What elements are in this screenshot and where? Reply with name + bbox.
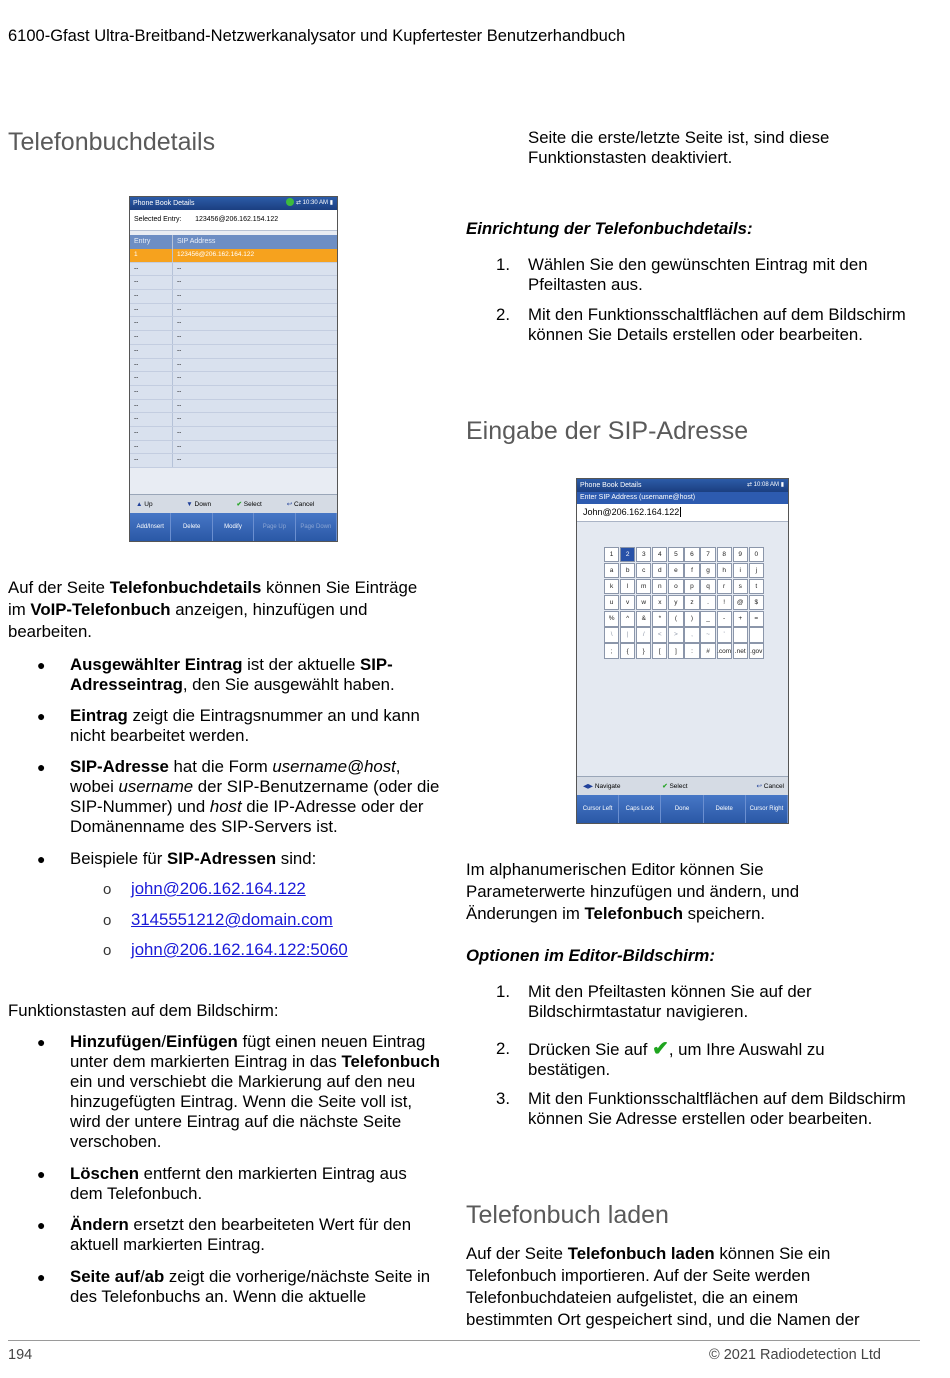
bullet-modify: ● Ändern ersetzt den bearbeiteten Wert für den aktuell markierten Eintrag. <box>37 1215 412 1254</box>
keyboard-key[interactable]: 1 <box>604 547 619 562</box>
keyboard-key[interactable]: c <box>636 563 651 578</box>
selected-entry-row: Selected Entry: 123456@206.162.154.122 <box>130 210 337 231</box>
keyboard-key[interactable]: w <box>636 595 651 610</box>
keyboard-key[interactable]: $ <box>749 595 764 610</box>
status-led-icon <box>286 198 294 206</box>
keyboard-key[interactable]: } <box>636 643 651 658</box>
bullet-selected-entry: ● Ausgewählter Eintrag ist der aktuelle SIP-Adresseintrag, den Sie ausgewählt haben. <box>37 655 395 694</box>
arrow-keys-icon: ◀▶ <box>583 783 593 790</box>
keyboard-key[interactable]: ] <box>668 643 683 658</box>
keyboard-key[interactable] <box>733 627 748 642</box>
keyboard-key[interactable]: & <box>636 611 651 626</box>
keyboard-key[interactable]: 9 <box>733 547 748 562</box>
keyboard-key[interactable]: ' <box>717 627 732 642</box>
keyboard-key[interactable]: .net <box>733 643 748 658</box>
keyboard-key[interactable]: * <box>652 611 667 626</box>
table-row[interactable]: -- -- <box>130 304 337 318</box>
keyboard-key[interactable]: m <box>636 579 651 594</box>
keyboard-key[interactable]: ( <box>668 611 683 626</box>
keyboard-key[interactable]: d <box>652 563 667 578</box>
checkmark-icon: ✔ <box>662 783 668 790</box>
keyboard-key[interactable]: z <box>684 595 699 610</box>
keyboard-key[interactable]: l <box>620 579 635 594</box>
bullet-delete: ● Löschen entfernt den markierten Eintrag aus dem Telefonbuch. <box>37 1164 407 1203</box>
keyboard-key[interactable]: 8 <box>717 547 732 562</box>
sip-address-input[interactable]: John@206.162.164.122 <box>577 504 788 522</box>
keyboard-key[interactable]: 3 <box>636 547 651 562</box>
keyboard-key[interactable]: s <box>733 579 748 594</box>
keyboard-key[interactable]: q <box>700 579 715 594</box>
keyboard-key[interactable]: % <box>604 611 619 626</box>
editor-paragraph: Im alphanumerischen Editor können Sie Parameterwerte hinzufügen und ändern, und Änderungen im Telefonbuch speichern. <box>466 860 800 923</box>
keyboard-key[interactable]: i <box>733 563 748 578</box>
bullet-entry: ● Eintrag zeigt die Eintragsnummer an und kann nicht bearbeitet werden. <box>37 706 420 745</box>
keyboard-key[interactable]: 2 <box>620 547 635 562</box>
keyboard-key[interactable]: g <box>700 563 715 578</box>
add-insert-button[interactable]: Add/Insert <box>130 513 171 541</box>
page-number: 194 <box>8 1347 33 1363</box>
function-keys-intro: Funktionstasten auf dem Bildschirm: <box>8 1001 279 1020</box>
nav-bar: ▲ Up ▼ Down ✔ Select ↩ Cancel <box>130 494 337 513</box>
checkmark-icon: ✔ <box>652 1038 669 1060</box>
keyboard-key[interactable]: > <box>668 627 683 642</box>
table-row[interactable]: -- -- <box>130 413 337 427</box>
continued-paragraph: Seite die erste/letzte Seite ist, sind diese Funktionstasten deaktiviert. <box>528 128 830 167</box>
keyboard-key[interactable]: r <box>717 579 732 594</box>
arrow-up-icon: ▲ <box>136 500 143 508</box>
keyboard-key[interactable]: , <box>684 627 699 642</box>
keyboard-key[interactable]: b <box>620 563 635 578</box>
delete-button[interactable]: Delete <box>704 795 746 823</box>
copyright: © 2021 Radiodetection Ltd <box>709 1347 881 1363</box>
table-row[interactable]: -- -- <box>130 359 337 373</box>
keyboard-key[interactable]: ^ <box>620 611 635 626</box>
option-step-2: 2. Drücken Sie auf ✔, um Ihre Auswahl zu bestätigen. <box>496 1038 825 1079</box>
keyboard-key[interactable]: f <box>684 563 699 578</box>
table-row[interactable]: -- -- <box>130 290 337 304</box>
table-row[interactable]: -- -- <box>130 276 337 290</box>
screen-title-bar: Phone Book Details ⇄ 10:08 AM ▮ <box>577 479 788 492</box>
setup-step-2: 2. Mit den Funktionsschaltflächen auf dem Bildschirm können Sie Details erstellen oder bearbeiten. <box>496 305 906 344</box>
cursor-right-button[interactable]: Cursor Right <box>746 795 788 823</box>
keyboard-key[interactable]: | <box>620 627 635 642</box>
keyboard-key[interactable]: 5 <box>668 547 683 562</box>
delete-button[interactable]: Delete <box>171 513 212 541</box>
table-row[interactable]: -- -- <box>130 400 337 414</box>
nav-bar: ◀▶ Navigate ✔ Select ↩ Cancel <box>577 776 788 795</box>
example-link-2[interactable]: o 3145551212@domain.com <box>103 910 333 929</box>
function-keys <box>130 513 337 541</box>
keyboard-key[interactable]: + <box>733 611 748 626</box>
page-down-button[interactable]: Page Down <box>296 513 337 541</box>
status-time: ⇄ 10:30 AM ▮ <box>286 197 333 210</box>
keyboard-key[interactable]: ~ <box>700 627 715 642</box>
option-step-3: 3. Mit den Funktionsschaltflächen auf dem Bildschirm können Sie Adresse erstellen oder bearbeiten. <box>496 1089 906 1128</box>
keyboard-key[interactable]: { <box>620 643 635 658</box>
keyboard-key[interactable]: 4 <box>652 547 667 562</box>
table-header: Entry SIP Address <box>130 235 337 249</box>
table-row[interactable]: -- -- <box>130 263 337 277</box>
table-row[interactable]: -- -- <box>130 386 337 400</box>
footer-divider <box>8 1340 920 1341</box>
keyboard-key[interactable]: 0 <box>749 547 764 562</box>
keyboard-key[interactable]: v <box>620 595 635 610</box>
cursor-left-button[interactable]: Cursor Left <box>577 795 619 823</box>
arrow-down-icon: ▼ <box>186 500 193 508</box>
section-heading-load-phonebook: Telefonbuch laden <box>466 1201 669 1229</box>
keyboard-key[interactable]: n <box>652 579 667 594</box>
keyboard-key[interactable]: .gov <box>749 643 764 658</box>
keyboard-key[interactable]: ) <box>684 611 699 626</box>
onscreen-keyboard <box>604 547 764 659</box>
keyboard-key[interactable]: _ <box>700 611 715 626</box>
back-arrow-icon: ↩ <box>286 501 293 508</box>
done-button[interactable]: Done <box>661 795 703 823</box>
keyboard-key[interactable]: y <box>668 595 683 610</box>
keyboard-key[interactable]: a <box>604 563 619 578</box>
keyboard-key[interactable]: ; <box>604 643 619 658</box>
keyboard-key[interactable]: k <box>604 579 619 594</box>
keyboard-key[interactable]: ! <box>717 595 732 610</box>
caps-lock-button[interactable]: Caps Lock <box>619 795 661 823</box>
section-heading-sip-entry: Eingabe der SIP-Adresse <box>466 417 749 445</box>
keyboard-key[interactable]: .com <box>717 643 732 658</box>
keyboard-key[interactable]: t <box>749 579 764 594</box>
table-row[interactable]: -- -- <box>130 454 337 468</box>
option-step-1: 1. Mit den Pfeiltasten können Sie auf der Bildschirmtastatur navigieren. <box>496 982 812 1021</box>
keyboard-key[interactable]: x <box>652 595 667 610</box>
section-heading-phonebook-details: Telefonbuchdetails <box>8 128 216 156</box>
bullet-add-insert: ● Hinzufügen/Einfügen fügt einen neuen Eintrag unter dem markierten Eintrag in das Telefonbuch ein und verschiebt die Markierung auf den neu hinzugefügten Eintrag. Wenn die Seite voll ist, wird der untere Eintrag auf die nächste Seite verschoben. <box>37 1032 440 1151</box>
editor-prompt: Enter SIP Address (username@host) <box>577 492 788 504</box>
example-link-1[interactable]: o john@206.162.164.122 <box>103 879 306 898</box>
keyboard-key[interactable] <box>749 627 764 642</box>
table-row[interactable]: -- -- <box>130 331 337 345</box>
keyboard-key[interactable]: e <box>668 563 683 578</box>
keyboard-key[interactable]: u <box>604 595 619 610</box>
setup-step-1: 1. Wählen Sie den gewünschten Eintrag mit den Pfeiltasten aus. <box>496 255 868 294</box>
table-row[interactable]: -- -- <box>130 317 337 331</box>
intro-paragraph: Auf der Seite Telefonbuchdetails können Sie Einträge im VoIP-Telefonbuch anzeigen, hinzufügen und bearbeiten. <box>8 578 418 641</box>
keyboard-key[interactable]: j <box>749 563 764 578</box>
screen-title-bar <box>130 197 337 210</box>
table-row[interactable]: -- -- <box>130 345 337 359</box>
phonebook-details-screenshot <box>129 196 338 542</box>
function-keys <box>577 795 788 823</box>
table-row[interactable]: -- -- <box>130 372 337 386</box>
running-header: 6100-Gfast Ultra-Breitband-Netzwerkanalysator und Kupfertester Benutzerhandbuch <box>8 27 626 45</box>
bullet-examples: ● Beispiele für SIP-Adressen sind: <box>37 849 317 868</box>
keyboard-key[interactable]: @ <box>733 595 748 610</box>
keyboard-key[interactable]: 6 <box>684 547 699 562</box>
bullet-page-up-down: ● Seite auf/ab zeigt die vorherige/nächste Seite in des Telefonbuchs an. Wenn die aktuelle <box>37 1267 431 1306</box>
example-link-3[interactable]: o john@206.162.164.122:5060 <box>103 940 348 959</box>
keyboard-key[interactable]: < <box>652 627 667 642</box>
load-paragraph: Auf der Seite Telefonbuch laden können Sie ein Telefonbuch importieren. Auf der Seite werden Telefonbuchdateien aufgelistet, die an einem bestimmten Ort gespeichert sind, und die Namen der <box>466 1244 860 1329</box>
sip-address-editor-screenshot <box>576 478 789 824</box>
keyboard-key[interactable]: o <box>668 579 683 594</box>
keyboard-key[interactable]: . <box>700 595 715 610</box>
keyboard-key[interactable]: = <box>749 611 764 626</box>
keyboard-key[interactable]: 7 <box>700 547 715 562</box>
keyboard-key[interactable]: [ <box>652 643 667 658</box>
modify-button[interactable]: Modify <box>213 513 254 541</box>
back-arrow-icon: ↩ <box>756 783 762 790</box>
keyboard-key[interactable]: : <box>684 643 699 658</box>
keyboard-key[interactable]: p <box>684 579 699 594</box>
keyboard-key[interactable]: - <box>717 611 732 626</box>
table-row[interactable]: -- -- <box>130 441 337 455</box>
setup-title: Einrichtung der Telefonbuchdetails: <box>466 219 753 238</box>
page-up-button[interactable]: Page Up <box>254 513 295 541</box>
checkmark-icon: ✔ <box>236 501 242 508</box>
keyboard-key[interactable]: # <box>700 643 715 658</box>
keyboard-key[interactable]: \ <box>604 627 619 642</box>
keyboard-key[interactable]: h <box>717 563 732 578</box>
bullet-sip-address: ● SIP-Adresse hat die Form username@host, wobei username der SIP-Benutzername (oder die SIP-Nummer) und host die IP-Adresse oder der Domänenname des SIP-Servers ist. <box>37 757 440 836</box>
screen-title: Phone Book Details <box>133 200 195 207</box>
options-title: Optionen im Editor-Bildschirm: <box>466 946 715 965</box>
keyboard-key[interactable]: / <box>636 627 651 642</box>
table-row[interactable]: 1 123456@206.162.164.122 <box>130 249 337 263</box>
table-row[interactable]: -- -- <box>130 427 337 441</box>
